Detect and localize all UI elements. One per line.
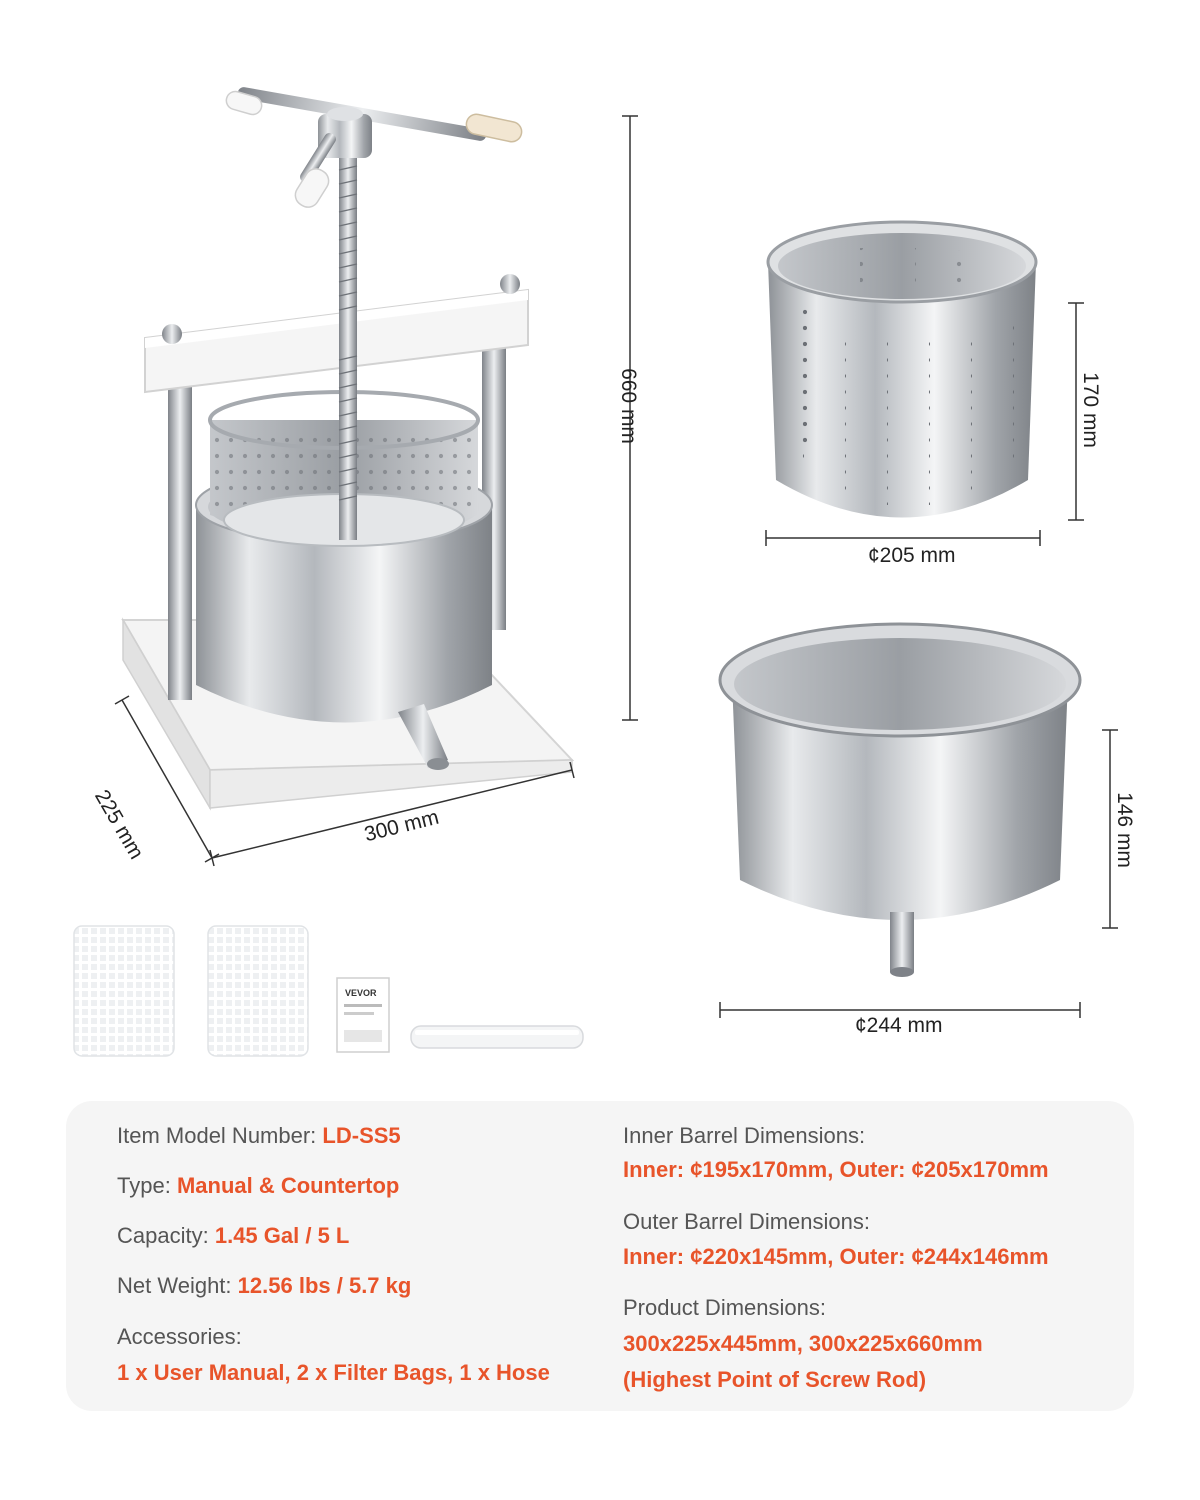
inner-barrel <box>768 222 1036 518</box>
fruit-press <box>123 86 572 808</box>
capacity-label: Capacity: <box>117 1223 209 1248</box>
product-dims-value-2: (Highest Point of Screw Rod) <box>623 1367 927 1392</box>
product-dims-value-1: 300x225x445mm, 300x225x660mm <box>623 1331 983 1356</box>
model-value: LD-SS5 <box>322 1123 401 1148</box>
filter-bag-1 <box>74 926 174 1056</box>
model-label: Item Model Number: <box>117 1123 317 1148</box>
inner-barrel-label: Inner Barrel Dimensions: <box>623 1123 866 1148</box>
outer-barrel-height-label: 146 mm <box>1112 792 1136 868</box>
type-label: Type: <box>117 1173 171 1198</box>
weight-label: Net Weight: <box>117 1273 232 1298</box>
manual-brand: VEVOR <box>345 988 377 998</box>
spec-model <box>117 1122 401 1150</box>
height-label: 660 mm <box>616 368 640 444</box>
product-dims-label: Product Dimensions: <box>623 1295 826 1320</box>
capacity-value: 1.45 Gal / 5 L <box>214 1223 350 1248</box>
depth-label: 225 mm <box>90 786 148 864</box>
spec-type <box>117 1172 399 1200</box>
spec-weight <box>117 1272 411 1300</box>
filter-bag-2 <box>208 926 308 1056</box>
inner-barrel-value: Inner: ¢195x170mm, Outer: ¢205x170mm <box>623 1157 1049 1182</box>
accessories-label: Accessories: <box>117 1324 242 1349</box>
type-value: Manual & Countertop <box>176 1173 400 1198</box>
inner-barrel-diameter-label: ¢205 mm <box>868 544 956 567</box>
width-label: 300 mm <box>362 805 442 847</box>
hose <box>411 1026 583 1048</box>
outer-barrel-label: Outer Barrel Dimensions: <box>623 1209 870 1234</box>
accessories-value: 1 x User Manual, 2 x Filter Bags, 1 x Hose <box>117 1360 550 1385</box>
inner-barrel-height-label: 170 mm <box>1078 372 1102 448</box>
outer-barrel <box>720 624 1080 977</box>
outer-barrel-value: Inner: ¢220x145mm, Outer: ¢244x146mm <box>623 1244 1049 1269</box>
spec-capacity <box>117 1222 349 1250</box>
weight-value: 12.56 lbs / 5.7 kg <box>237 1273 412 1298</box>
outer-barrel-diameter-label: ¢244 mm <box>855 1014 943 1037</box>
